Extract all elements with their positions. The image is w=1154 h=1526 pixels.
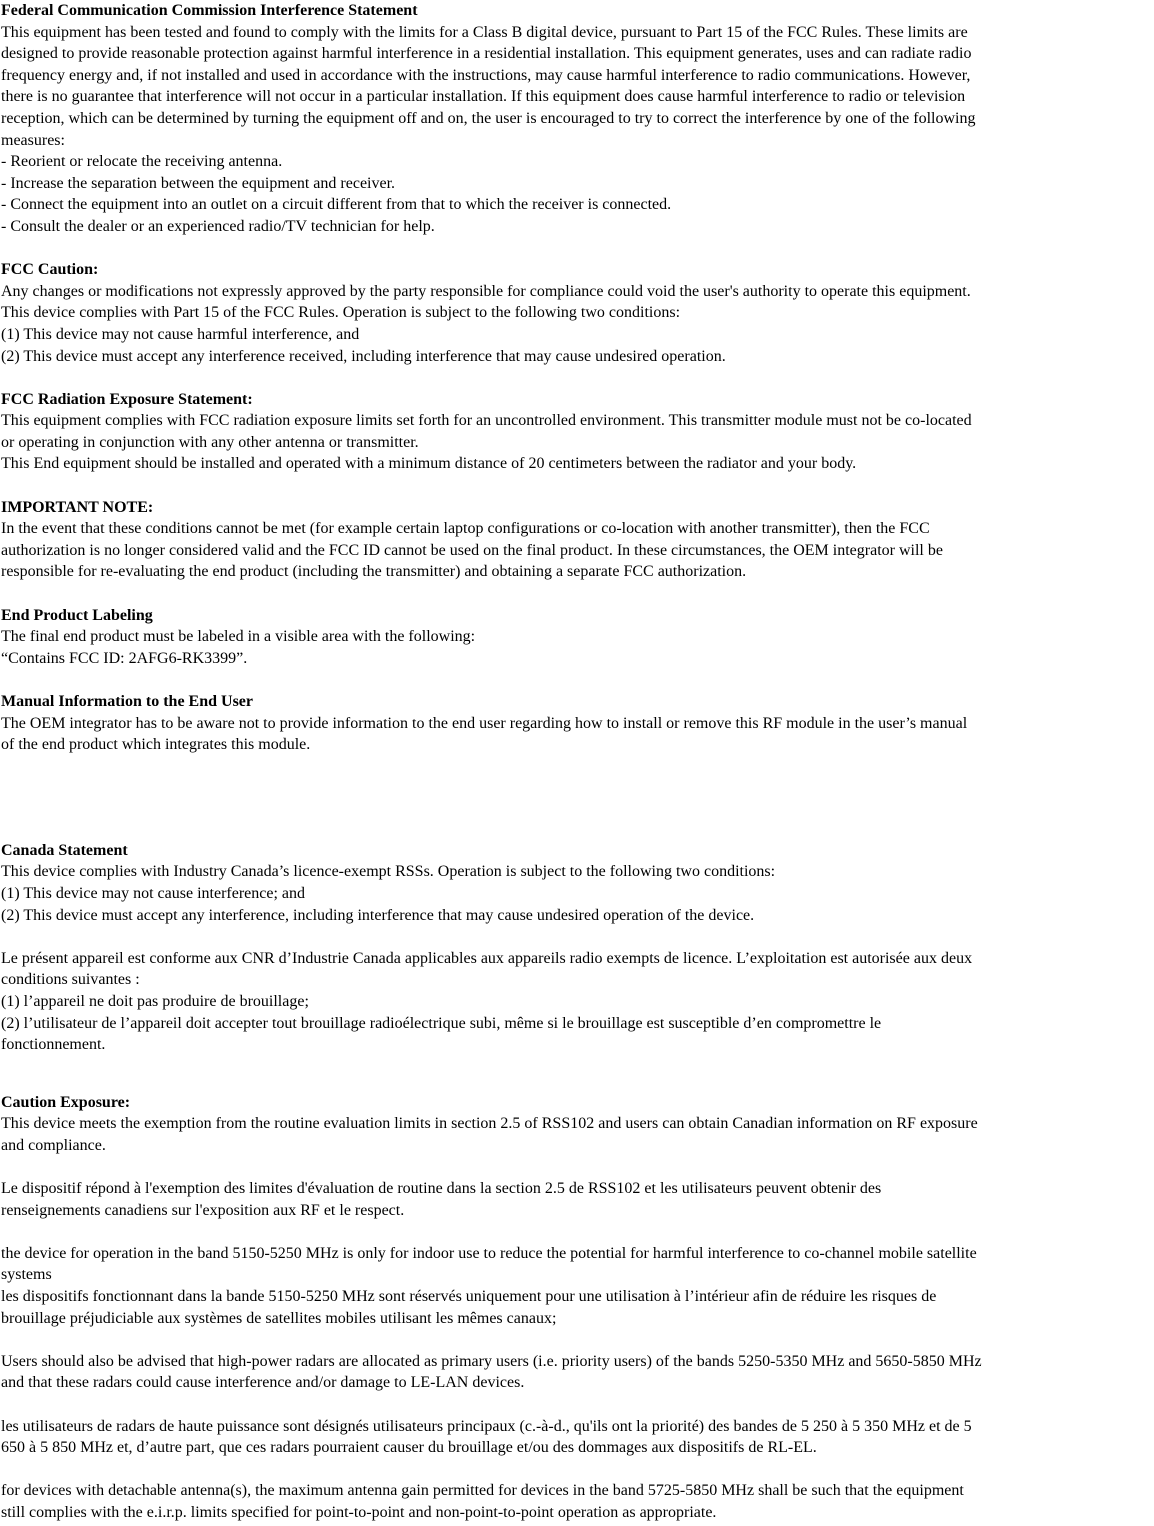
paragraph-line: frequency energy and, if not installed and used in accordance with the instructions, may cause harmful interference to radio communications. However, [1, 66, 971, 84]
list-item: - Consult the dealer or an experienced radio/TV technician for help. [1, 217, 435, 235]
spacer [1, 756, 1153, 840]
radar-line: Users should also be advised that high-power radars are allocated as primary users (i.e. priority users) of the bands 5250-5350 MHz and 5650-5850 MHz [1, 1352, 982, 1370]
band-line-fr: brouillage préjudiciable aux systèmes de satellites mobiles utilisant les mêmes canaux; [1, 1309, 557, 1327]
paragraph-line: responsible for re-evaluating the end product (including the transmitter) and obtaining a separate FCC authorization. [1, 563, 747, 581]
paragraph-line: The final end product must be labeled in a visible area with the following: [1, 628, 476, 646]
radar-line-fr: les utilisateurs de radars de haute puissance sont désignés utilisateurs principaux (c.-à-d., qu'ils ont la priorité) des bandes de 5 250 à 5 350 MHz et de 5 [1, 1417, 972, 1435]
paragraph-line: authorization is no longer considered valid and the FCC ID cannot be used on the final product. In these circumstances, the OEM integrator will be [1, 541, 943, 559]
list-item-fr: (2) l’utilisateur de l’appareil doit accepter tout brouillage radioélectrique subi, même si le brouillage est susceptible d’en compromettre le [1, 1014, 882, 1032]
paragraph-line: there is no guarantee that interference will not occur in a particular installation. If this equipment does cause harmful interference to radio or television [1, 88, 966, 106]
list-item: (1) This device may not cause interference; and [1, 884, 306, 902]
paragraph-line: This equipment complies with FCC radiation exposure limits set forth for an uncontrolled environment. This transmitter module must not be co-located [1, 412, 972, 430]
spacer [1, 1329, 1153, 1351]
paragraph-line: This End equipment should be installed and operated with a minimum distance of 20 centimeters between the radiator and your body. [1, 455, 857, 473]
list-item: - Reorient or relocate the receiving antenna. [1, 153, 283, 171]
paragraph-line: measures: [1, 131, 65, 149]
list-item-fr: (1) l’appareil ne doit pas produire de brouillage; [1, 992, 309, 1010]
paragraph-line: or operating in conjunction with any other antenna or transmitter. [1, 433, 419, 451]
spacer [1, 583, 1153, 605]
spacer [1, 367, 1153, 389]
list-item-fr: fonctionnement. [1, 1036, 106, 1054]
antenna-line: for devices with detachable antenna(s), the maximum antenna gain permitted for devices in the band 5725-5850 MHz shall be such that the equipment [1, 1482, 964, 1500]
band-line: systems [1, 1266, 52, 1284]
fcc-interference-section [1, 0, 1153, 238]
radar-line: and that these radars could cause interference and/or damage to LE-LAN devices. [1, 1374, 525, 1392]
spacer [1, 669, 1153, 691]
section-heading: End Product Labeling [1, 606, 153, 624]
paragraph-line-fr: Le présent appareil est conforme aux CNR d’Industrie Canada applicables aux appareils radio exempts de licence. L’exploitation est autorisée aux deux [1, 949, 973, 967]
band-line-fr: les dispositifs fonctionnant dans la bande 5150-5250 MHz sont réservés uniquement pour une utilisation à l’intérieur afin de réduire les risques de [1, 1288, 937, 1306]
section-heading: FCC Radiation Exposure Statement: [1, 390, 253, 408]
list-item: (2) This device must accept any interference received, including interference that may cause undesired operation. [1, 347, 726, 365]
manual-info-section [1, 691, 1153, 756]
paragraph-line: In the event that these conditions cannot be met (for example certain laptop configurations or co-location with another transmitter), then the FCC [1, 520, 930, 538]
list-item: (1) This device may not cause harmful interference, and [1, 325, 360, 343]
paragraph-line: The OEM integrator has to be aware not to provide information to the end user regarding how to install or remove this RF module in the user’s manual [1, 714, 968, 732]
paragraph-line: designed to provide reasonable protection against harmful interference in a residential installation. This equipment generates, uses and can radiate radio [1, 45, 972, 63]
section-heading: Canada Statement [1, 841, 128, 859]
radar-line-fr: 650 à 5 850 MHz et, d’autre part, que ces radars pourraient causer du brouillage et/ou des dommages aux dispositifs de RL-EL. [1, 1439, 817, 1457]
section-heading: Caution Exposure: [1, 1093, 131, 1111]
paragraph-line-fr: conditions suivantes : [1, 971, 140, 989]
list-item: - Increase the separation between the equipment and receiver. [1, 174, 396, 192]
spacer [1, 1157, 1153, 1179]
paragraph-line: This equipment has been tested and found to comply with the limits for a Class B digital device, pursuant to Part 15 of the FCC Rules. These limits are [1, 23, 968, 41]
important-note-section [1, 497, 1153, 583]
fcc-id-label: “Contains FCC ID: 2AFG6-RK3399”. [1, 649, 248, 667]
canada-statement-section [1, 840, 1153, 1056]
paragraph-line: reception, which can be determined by turning the equipment off and on, the user is encouraged to try to correct the interference by one of the following [1, 109, 976, 127]
section-heading: IMPORTANT NOTE: [1, 498, 154, 516]
spacer [1, 1221, 1153, 1243]
paragraph-line: Any changes or modifications not expressly approved by the party responsible for compliance could void the user's authority to operate this equipment. [1, 282, 971, 300]
band-line: the device for operation in the band 5150-5250 MHz is only for indoor use to reduce the potential for harmful interference to co-channel mobile satellite [1, 1244, 977, 1262]
spacer [1, 1056, 1153, 1092]
paragraph-line: of the end product which integrates this module. [1, 736, 311, 754]
radiation-exposure-section [1, 389, 1153, 475]
spacer [1, 475, 1153, 497]
section-heading: FCC Caution: [1, 261, 99, 279]
end-product-labeling-section [1, 605, 1153, 670]
section-heading: Manual Information to the End User [1, 693, 254, 710]
paragraph-line-fr: Le dispositif répond à l'exemption des limites d'évaluation de routine dans la section 2.5 de RSS102 et les utilisateurs peuvent obtenir des [1, 1180, 882, 1198]
spacer [1, 1394, 1153, 1416]
list-item: (2) This device must accept any interference, including interference that may cause undesired operation of the device. [1, 906, 755, 924]
fcc-caution-section [1, 259, 1153, 367]
spacer [1, 926, 1153, 948]
paragraph-line: This device meets the exemption from the routine evaluation limits in section 2.5 of RSS102 and users can obtain Canadian information on RF exposure [1, 1115, 978, 1133]
spacer [1, 1459, 1153, 1481]
paragraph-line: and compliance. [1, 1136, 106, 1154]
paragraph-line-fr: renseignements canadiens sur l'exposition aux RF et le respect. [1, 1201, 405, 1219]
section-heading: Federal Communication Commission Interference Statement [1, 2, 418, 19]
spacer [1, 238, 1153, 260]
paragraph-line: This device complies with Part 15 of the FCC Rules. Operation is subject to the following two conditions: [1, 304, 681, 322]
list-item: - Connect the equipment into an outlet on a circuit different from that to which the receiver is connected. [1, 196, 672, 214]
caution-exposure-section [1, 1092, 1153, 1524]
paragraph-line: This device complies with Industry Canada’s licence-exempt RSSs. Operation is subject to the following two conditions: [1, 863, 776, 881]
antenna-line: still complies with the e.i.r.p. limits specified for point-to-point and non-point-to-point operation as appropriate. [1, 1504, 717, 1521]
